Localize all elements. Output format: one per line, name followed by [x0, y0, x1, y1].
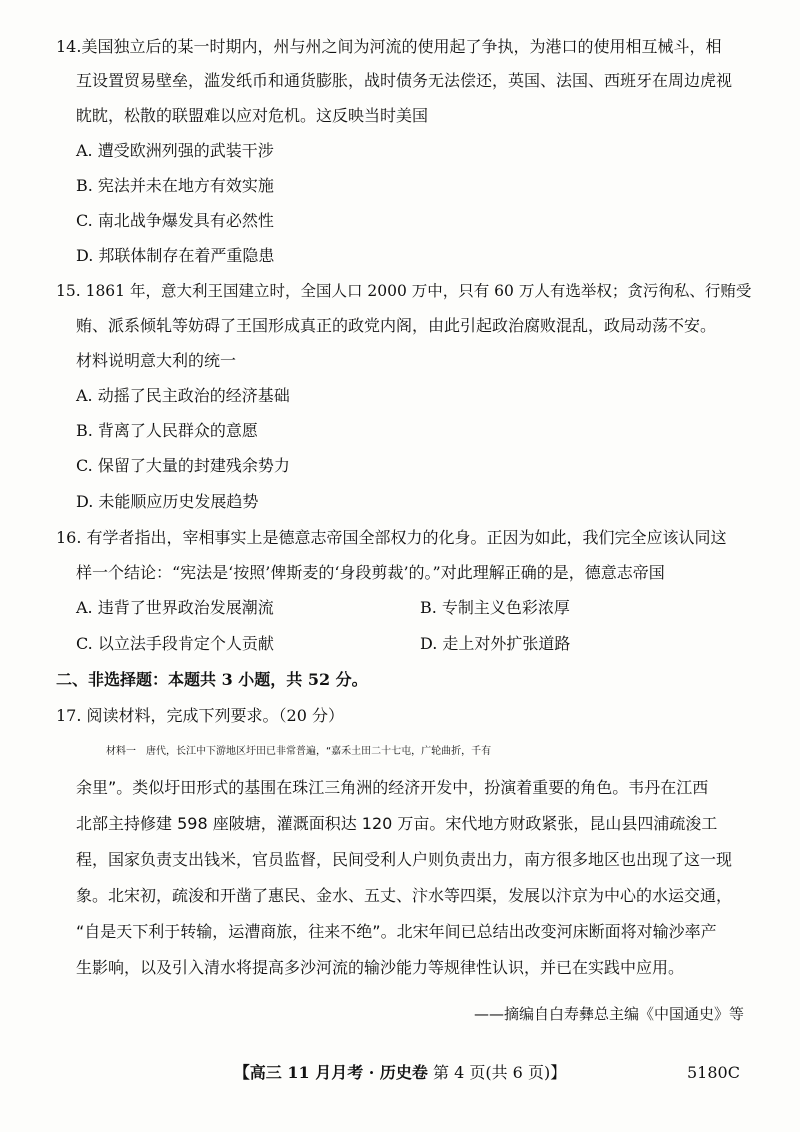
- q17-material-line-1: 材料一 唐代，长江中下游地区圩田已非常普遍，“嘉禾土田二十七屯，广轮曲折，千有: [106, 746, 492, 757]
- q15-option-a: A. 动摇了民主政治的经济基础: [76, 386, 290, 405]
- q16-stem-line-2: 样一个结论：“宪法是‘按照’俾斯麦的‘身段剪裁’的。”对此理解正确的是，德意志帝国: [76, 563, 665, 582]
- q17-material-line-5: 象。北宋初，疏浚和开凿了惠民、金水、五丈、汴水等四渠，发展以汴京为中心的水运交通，: [76, 886, 733, 905]
- q16-option-b: B. 专制主义色彩浓厚: [420, 598, 570, 617]
- q15-option-c: C. 保留了大量的封建残余势力: [76, 456, 290, 475]
- q17-material-line-7: 生影响，以及引入清水将提高多沙河流的输沙能力等规律性认识，并已在实践中应用。: [76, 958, 685, 977]
- q15-stem-line-2: 贿、派系倾轧等妨碍了王国形成真正的政党内阁，由此引起政治腐败混乱，政局动荡不安。: [76, 316, 717, 335]
- q14-option-a: A. 遭受欧洲列强的武装干涉: [76, 141, 274, 160]
- q17-material-line-3: 北部主持修建 598 座陂塘，灌溉面积达 120 万亩。宋代地方财政紧张，昆山县四浦疏浚工: [76, 814, 718, 833]
- q14-stem-line-2: 互设置贸易壁垒，滥发纸币和通货膨胀，战时债务无法偿还，英国、法国、西班牙在周边虎视: [76, 71, 733, 90]
- q16-option-a: A. 违背了世界政治发展潮流: [76, 598, 274, 617]
- q17-material-line-6: “自是天下利于转输，运漕商旅，往来不绝”。北宋年间已总结出改变河床断面将对输沙率产: [76, 922, 717, 941]
- q15-stem-line-1: 15. 1861 年，意大利王国建立时，全国人口 2000 万中，只有 60 万人有选举权；贪污徇私、行贿受: [56, 282, 752, 300]
- q14-option-d: D. 邦联体制存在着严重隐患: [76, 246, 275, 265]
- footer-page-number: 第 4 页(共 6 页)】: [433, 1063, 567, 1082]
- section-heading: 二、非选择题：本题共 3 小题，共 52 分。: [56, 670, 368, 689]
- q16-stem-line-1: 16. 有学者指出，宰相事实上是德意志帝国全部权力的化身。正因为如此，我们完全应该认同这: [56, 528, 727, 547]
- footer-paper-code: 5180C: [687, 1063, 740, 1082]
- q15-stem-line-3: 材料说明意大利的统一: [76, 351, 237, 370]
- q14-stem-line-3: 眈眈，松散的联盟难以应对危机。这反映当时美国: [76, 106, 429, 125]
- q16-option-d: D. 走上对外扩张道路: [420, 634, 571, 653]
- page-footer: [0, 1063, 800, 1083]
- q17-material-line-2: 余里”。类似圩田形式的基围在珠江三角洲的经济开发中，扮演着重要的角色。韦丹在江西: [76, 778, 709, 797]
- q14-stem-line-1: 14.美国独立后的某一时期内，州与州之间为河流的使用起了争执，为港口的使用相互械斗，相: [56, 37, 722, 56]
- q16-option-c: C. 以立法手段肯定个人贡献: [76, 634, 274, 653]
- q14-option-c: C. 南北战争爆发具有必然性: [76, 211, 274, 230]
- q15-option-b: B. 背离了人民群众的意愿: [76, 421, 258, 440]
- footer-exam-title: 【高三 11 月月考 · 历史卷: [233, 1063, 428, 1082]
- q14-option-b: B. 宪法并未在地方有效实施: [76, 176, 274, 195]
- q17-source: ——摘编自白寿彝总主编《中国通史》等: [473, 1005, 744, 1023]
- q15-option-d: D. 未能顺应历史发展趋势: [76, 492, 259, 511]
- q17-title: 17. 阅读材料，完成下列要求。（20 分）: [56, 706, 344, 725]
- q17-material-line-4: 程，国家负责支出钱米，官员监督，民间受利人户则负责出力，南方很多地区也出现了这一现: [76, 850, 733, 869]
